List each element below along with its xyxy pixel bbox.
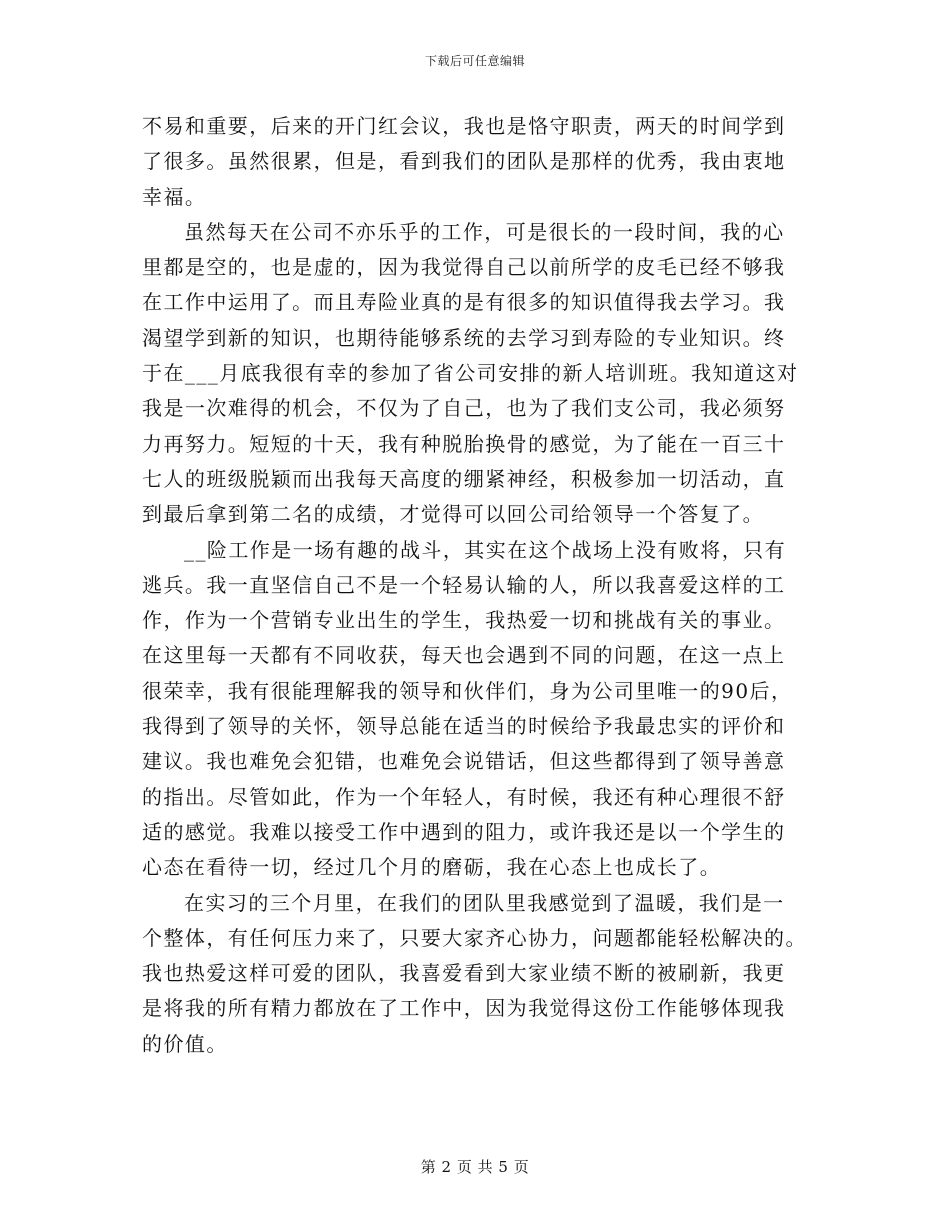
text-line: 很荣幸，我有很能理解我的领导和伙伴们，身为公司里唯一的90后，	[142, 678, 793, 703]
text-line: 建议。我也难免会犯错，也难免会说错话，但这些都得到了领导善意	[142, 749, 786, 774]
page-header: 下载后可任意编辑	[424, 54, 525, 68]
text-line: 幸福。	[142, 184, 207, 209]
text-line: 里都是空的，也是虚的，因为我觉得自己以前所学的皮毛已经不够我	[142, 255, 786, 280]
paragraph-first-line: __险工作是一场有趣的战斗，其实在这个战场上没有败将，只有	[184, 537, 787, 562]
text-line: 的价值。	[142, 1031, 228, 1056]
text-line: 在工作中运用了。而且寿险业真的是有很多的知识值得我去学习。我	[142, 290, 786, 315]
text-line: 我是一次难得的机会，不仅为了自己，也为了我们支公司，我必须努	[142, 396, 786, 421]
page-footer: 第 2 页 共 5 页	[420, 1158, 530, 1176]
text-line: 于在___月底我很有幸的参加了省公司安排的新人培训班。我知道这对	[142, 361, 799, 386]
text-line: 力再努力。短短的十天，我有种脱胎换骨的感觉，为了能在一百三十	[142, 431, 786, 456]
text-line: 渴望学到新的知识，也期待能够系统的去学习到寿险的专业知识。终	[142, 325, 786, 350]
text-line: 了很多。虽然很累，但是，看到我们的团队是那样的优秀，我由衷地	[142, 149, 786, 174]
text-line: 到最后拿到第二名的成绩，才觉得可以回公司给领导一个答复了。	[142, 502, 765, 527]
paragraph-first-line: 在实习的三个月里，在我们的团队里我感觉到了温暖，我们是一	[184, 890, 785, 915]
text-line: 七人的班级脱颖而出我每天高度的绷紧神经，积极参加一切活动，直	[142, 466, 786, 491]
document-body	[142, 109, 808, 1062]
text-line: 逃兵。我一直坚信自己不是一个轻易认输的人，所以我喜爱这样的工	[142, 572, 786, 597]
text-line: 心态在看待一切，经过几个月的磨砺，我在心态上也成长了。	[142, 855, 722, 880]
text-line: 作，作为一个营销专业出生的学生，我热爱一切和挑战有关的事业。	[142, 608, 786, 633]
paragraph-first-line: 虽然每天在公司不亦乐乎的工作，可是很长的一段时间，我的心	[184, 219, 785, 244]
text-line: 在这里每一天都有不同收获，每天也会遇到不同的问题，在这一点上	[142, 643, 786, 668]
text-line: 适的感觉。我难以接受工作中遇到的阻力，或许我还是以一个学生的	[142, 819, 786, 844]
text-line: 我得到了领导的关怀，领导总能在适当的时候给予我最忠实的评价和	[142, 714, 786, 739]
text-line: 的指出。尽管如此，作为一个年轻人，有时候，我还有种心理很不舒	[142, 784, 786, 809]
text-line: 不易和重要，后来的开门红会议，我也是恪守职责，两天的时间学到	[142, 114, 786, 138]
text-line: 我也热爱这样可爱的团队，我喜爱看到大家业绩不断的被刷新，我更	[142, 961, 786, 986]
text-line: 是将我的所有精力都放在了工作中，因为我觉得这份工作能够体现我	[142, 996, 786, 1021]
text-line: 个整体，有任何压力来了，只要大家齐心协力，问题都能轻松解决的。	[142, 925, 807, 950]
